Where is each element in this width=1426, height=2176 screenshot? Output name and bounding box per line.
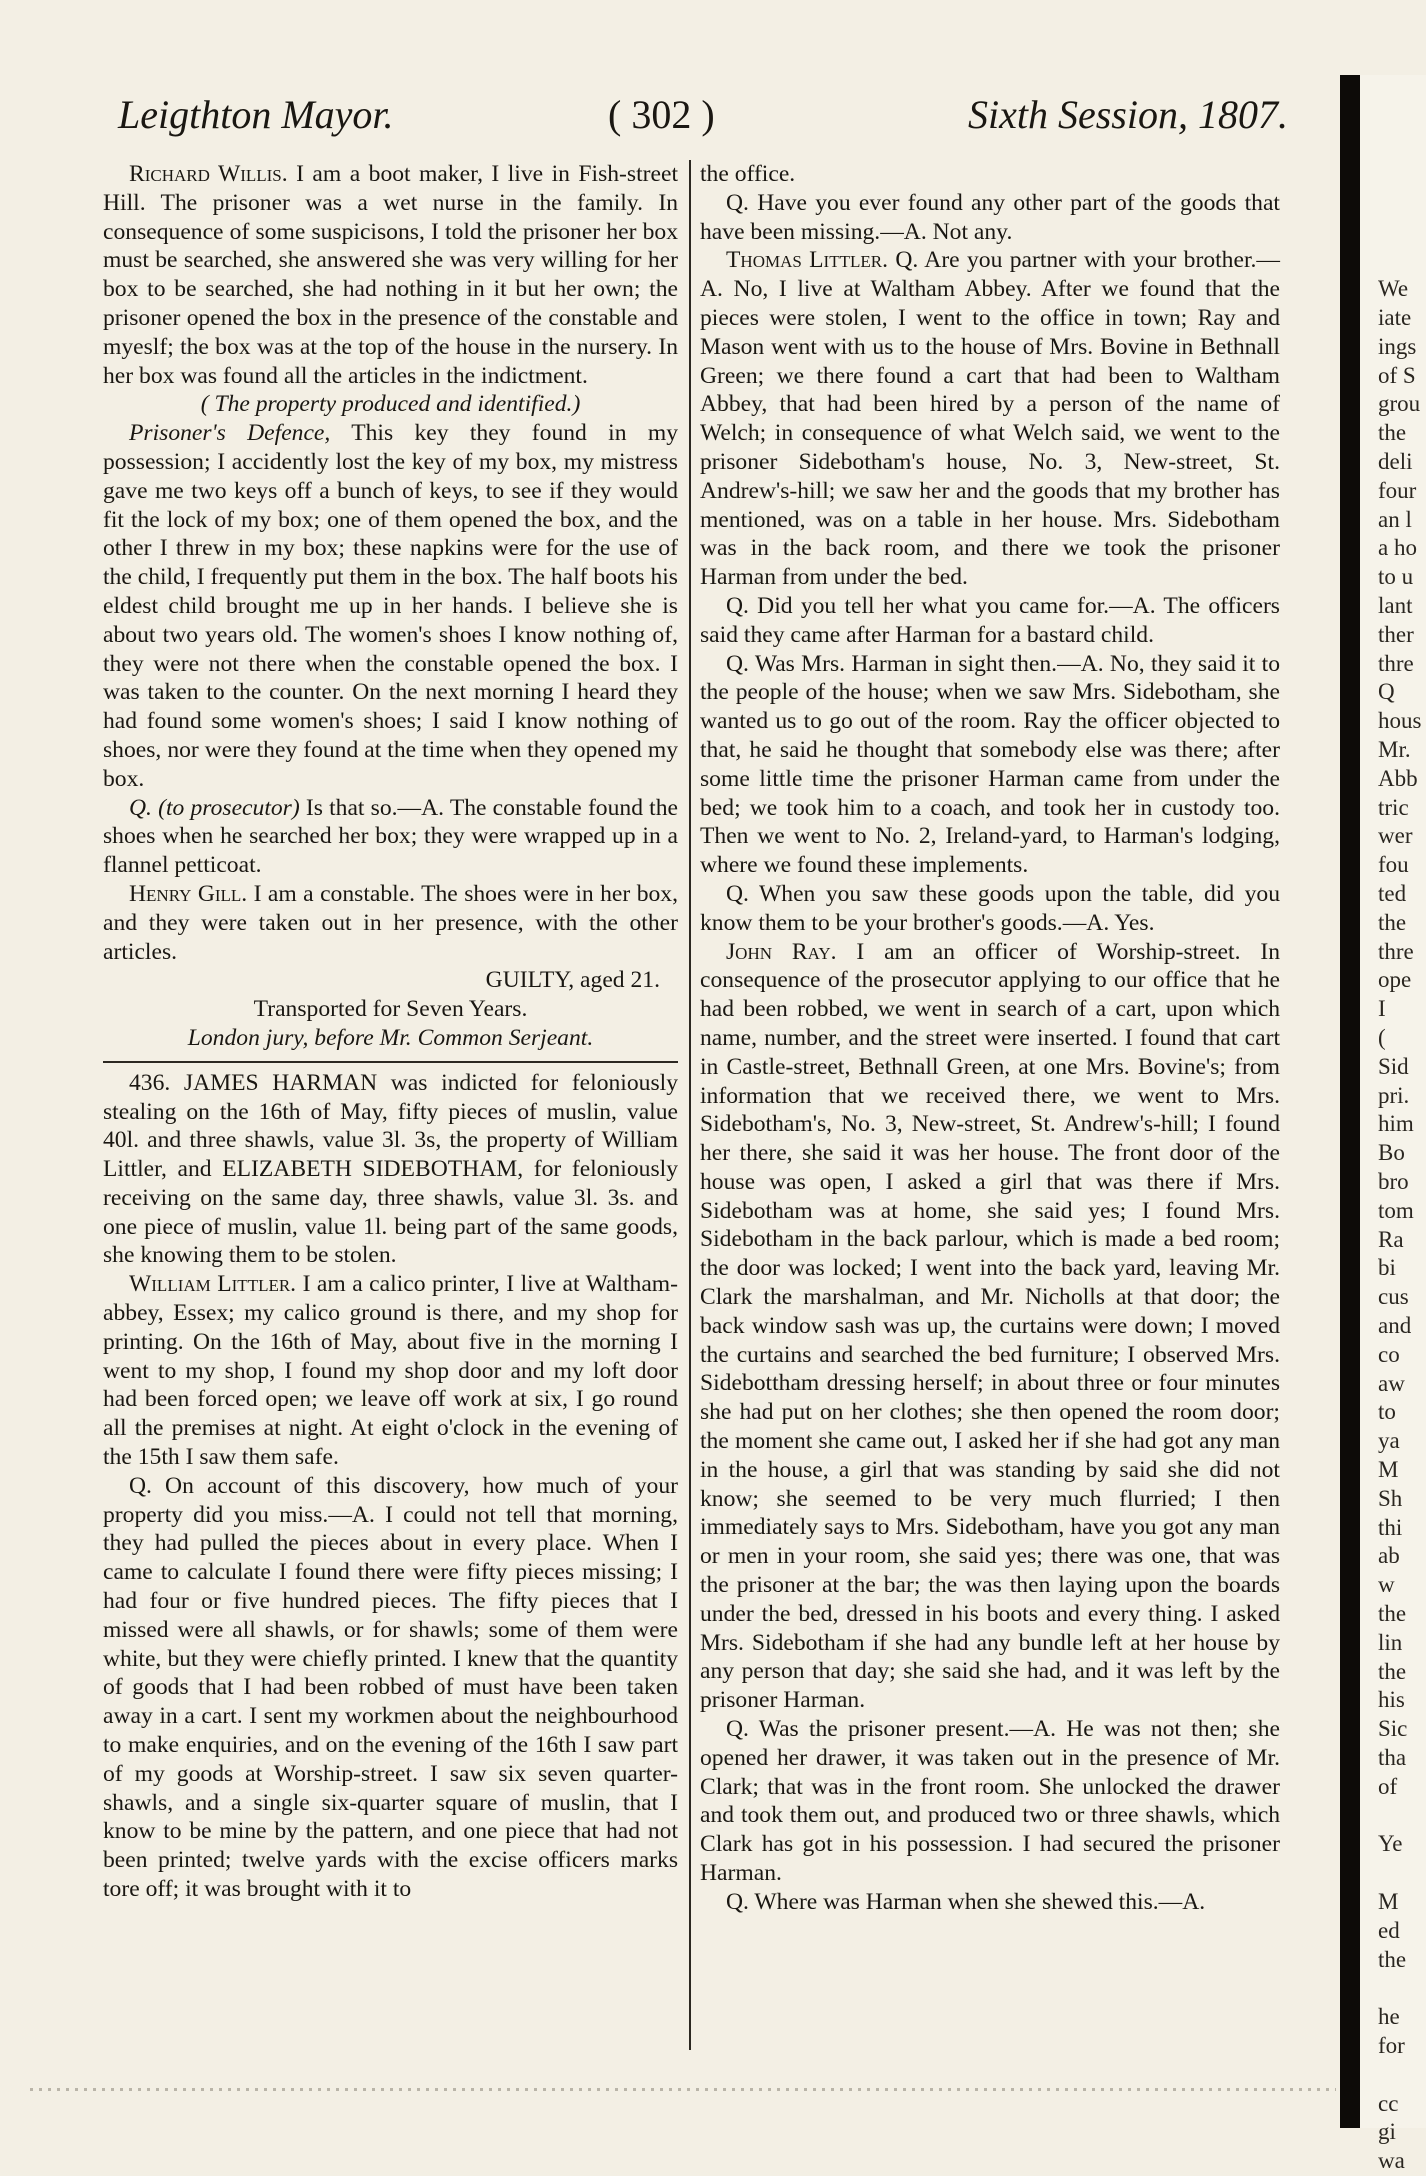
next-page-fragment: Sid — [1378, 1053, 1409, 1079]
testimony-text: I am a boot maker, I live in Fish-street Hill. The prisoner was a wet nurse in the family. In consequence of some suspicisons, I told the prisoner her box must be searched, she answered she was very willing for her box to be searched, she had nothing in it but her own; the prisoner opened the box in the presence of the constable and myeslf; the box was at the top of the house in the nursery. In her box was found all the articles in the indictment. — [103, 161, 678, 389]
question-to-prosecutor — [103, 794, 678, 880]
next-page-fragment: aw — [1378, 1370, 1405, 1396]
column-divider — [689, 160, 691, 2050]
q-text: Is that so.—A. The constable found the shoes when he searched her box; they were wrapped up in a flannel petticoat. — [103, 794, 678, 879]
next-page-fragment: bro — [1378, 1169, 1409, 1194]
next-page-fragment: deli — [1378, 449, 1413, 474]
next-page-fragment: M — [1378, 1457, 1399, 1482]
right-column — [700, 160, 1280, 1917]
next-page-fragment: Ye — [1378, 1831, 1403, 1857]
testimony-text: I am an officer of Worship-street. In consequence of the prosecutor applying to our office that he had been robbed, we went in search of a cart, upon which name, number, and the street were inserted. I found that cart in Castle-street, Bethnall Green, at one Mrs. Bovine's; from information that we received there, we went to Mrs. Sidebotham's, No. 3, New-street, St. Andrew's-hill; I found her there, she said it was her house. The front door of the house was open, I asked a girl that was there if Mrs. Sidebotham was at home, she said yes; I found Mrs. Sidebotham in the back parlour, which is made a bed room; the door was locked; I went into the back yard, leaving Mr. Clark the marshalman, and Mr. Nicholls at that door; the back window sash was up, the curtains were down; I moved the curtains and searched the bed furniture; I observed Mrs. Sidebottham dressing herself; in about three or four minutes she had put on her clothes; she then opened the room door; the moment she came out, I asked her if she had got any man in the house, a girl that was standing by said she did not know; she seemed to be very much flurried; I then immediately says to Mrs. Sidebotham, have you got any man or men in your room, she said yes; there was one, that was the prisoner at the bar; the was then laying upon the boards under the bed, dressed in his boots and every thing. I asked Mrs. Sidebotham if she had any bundle left at her house by any person that day; she said she had, and it was left by the prisoner Harman. — [700, 938, 1280, 1714]
jury-note: London jury, before Mr. Common Serjeant. — [187, 1024, 594, 1051]
property-produced-note: ( The property produced and identified.) — [200, 391, 581, 418]
next-page-fragment: cc — [1378, 2090, 1399, 2116]
testimony-richard-willis — [103, 160, 678, 390]
defence-label: Prisoner's Defence, — [129, 420, 331, 447]
next-page-fragment: Q — [1378, 679, 1395, 705]
next-page-fragment: iate — [1378, 305, 1412, 330]
prisoners-defence — [103, 419, 678, 793]
question-answer: Q. On account of this discovery, how much of your property did you miss.—A. I could not tell that morning, they had pulled the pieces about in every place. When I came to calculate I found there were fifty pieces missing; I had four or five hundred pieces. The fifty pieces that I missed were all shawls, or for shawls; some of them were white, but they were chiefly printed. I knew that the quantity of goods that I had been robbed of must have been taken away in a cart. I sent my workmen about the neighbourhood to make enquiries, and on the evening of the 16th I saw part of my goods at Worship-street. I saw six seven quarter-shawls, and a single six-quarter square of muslin, that I know to be mine by the pattern, and one piece that had not been printed; twelve yards with the excise officers marks tore off; it was brought with it to — [103, 1472, 678, 1903]
question-answer: Q. Where was Harman when she shewed this.—A. — [726, 1888, 1206, 1915]
next-page-fragment: ya — [1378, 1428, 1400, 1454]
q-label: Q. — [129, 794, 152, 821]
next-page-fragment: ( — [1378, 1025, 1386, 1050]
testimony-john-ray — [700, 938, 1280, 1716]
witness-name: Thomas Littler. — [726, 247, 888, 274]
next-page-fragment: w — [1378, 1572, 1395, 1598]
page-gutter-shadow — [1340, 75, 1360, 2128]
verdict: GUILTY, aged 21. — [485, 967, 660, 994]
question-answer: Q. When you saw these goods upon the table, did you know them to be your brother's goods.—A. Yes. — [700, 880, 1280, 936]
next-page-fragment: Abb — [1378, 765, 1418, 791]
next-page-fragment: co — [1378, 1341, 1400, 1367]
next-page-fragment: lant — [1378, 593, 1413, 618]
next-page-fragment: four — [1378, 477, 1417, 503]
next-page-fragment: ings — [1378, 333, 1417, 359]
q-parenthetical: (to prosecutor) — [151, 794, 300, 821]
next-page-fragment: wer — [1378, 823, 1413, 849]
next-page-fragment: wa — [1378, 2148, 1405, 2174]
next-page-fragment: ope — [1378, 967, 1412, 993]
next-page-fragment: thi — [1378, 1514, 1403, 1540]
next-page-fragment: of — [1378, 1773, 1398, 1799]
continued-text: the office. — [700, 161, 796, 187]
next-page-fragment: grou — [1378, 391, 1421, 417]
next-page-fragment: he — [1378, 2004, 1400, 2030]
testimony-william-littler — [103, 1270, 678, 1472]
page-number: ( 302 ) — [608, 92, 715, 137]
next-page-fragment: tric — [1378, 794, 1409, 820]
next-page-fragment: ther — [1378, 621, 1414, 647]
next-page-fragment: tha — [1378, 1745, 1407, 1770]
next-page-fragment: bi — [1378, 1255, 1396, 1281]
next-page-fragment: hous — [1378, 708, 1422, 734]
question-answer: Q. Did you tell her what you came for.—A. The officers said they came after Harman for a bastard child. — [700, 592, 1280, 648]
next-page-fragment: to u — [1378, 564, 1414, 590]
next-page-fragment: the — [1378, 1946, 1407, 1972]
witness-name: William Littler. — [129, 1271, 297, 1298]
next-page-fragment: tom — [1378, 1197, 1414, 1223]
next-page-fragment: pri. — [1378, 1082, 1410, 1108]
next-page-fragment: Bo — [1378, 1140, 1405, 1166]
running-head-left: Leigthton Mayor. — [118, 92, 394, 137]
next-page-fragment: him — [1378, 1111, 1414, 1137]
next-page-fragment: thre — [1378, 650, 1414, 676]
question-answer: Q. Was the prisoner present.—A. He was not then; she opened her drawer, it was taken out in the presence of Mr. Clark; that was in the front room. She unlocked the drawer and took them out, and produced two or three shawls, which Clark has got in his possession. I had secured the prisoner Harman. — [700, 1716, 1280, 1887]
next-page-fragment: cus — [1378, 1284, 1409, 1310]
next-page-fragment: the — [1378, 1658, 1407, 1684]
next-page-fragment: Ra — [1378, 1226, 1404, 1252]
next-page-fragment: We — [1378, 276, 1409, 302]
next-page-fragment: the — [1378, 420, 1407, 446]
question-answer: Q. Was Mrs. Harman in sight then.—A. No, they said it to the people of the house; when we saw Mrs. Sidebotham, she wanted us to go out of the room. Ray the officer objected to that, he said he thought that somebody else was there; after some little time the prisoner Harman came from under the bed; we took him to a coach, and took her in custody too. Then we went to No. 2, Ireland-yard, to Harman's lodging, where we found these implements. — [700, 650, 1280, 879]
next-page-fragment: the — [1378, 909, 1407, 935]
sentence: Transported for Seven Years. — [253, 996, 528, 1023]
next-page-fragment: the — [1378, 1601, 1407, 1626]
next-page-fragment: thre — [1378, 938, 1414, 964]
next-page-fragment: M — [1378, 1889, 1399, 1914]
next-page-fragment: to — [1378, 1399, 1396, 1425]
next-page-fragment: fou — [1378, 852, 1409, 878]
page-edge-specks — [30, 2088, 1336, 2091]
testimony-henry-gill — [103, 880, 678, 966]
question-answer: Q. Have you ever found any other part of the goods that have been missing.—A. Not any. — [700, 189, 1280, 245]
next-page-fragment: of S — [1378, 362, 1416, 388]
next-page-fragment: a ho — [1378, 535, 1417, 561]
defence-text: This key they found in my possession; I accidently lost the key of my box, my mistress gave me two keys off a bunch of keys, to see if they would fit the lock of my box; one of them opened the box, and the other I threw in my box; these napkins were for the use of the child, I frequently put them in the box. The half boots his eldest child brought me up in her hands. I believe she is about two years old. The women's shoes I know nothing of, they were not there when the constable opened the box. I was taken to the counter. On the next morning I heard they had found some women's shoes; I said I know nothing of shoes, nor were they found at the time when they opened my box. — [103, 420, 678, 792]
next-page-fragment: I — [1378, 996, 1386, 1022]
next-page-fragment: his — [1378, 1687, 1405, 1713]
testimony-text: I am a constable. The shoes were in her box, and they were taken out in her presence, with the other articles. — [103, 880, 678, 965]
running-head-right: Sixth Session, 1807. — [968, 92, 1288, 137]
next-page-fragment: gi — [1378, 2119, 1396, 2145]
next-page-fragment: Sh — [1378, 1485, 1403, 1511]
witness-name: John Ray. — [726, 938, 837, 965]
next-page-fragment: ted — [1378, 881, 1407, 906]
witness-name: Richard Willis. — [129, 161, 288, 187]
next-page-fragment: for — [1378, 2033, 1405, 2058]
next-page-fragment: and — [1378, 1313, 1412, 1338]
next-page-fragment: lin — [1378, 1629, 1403, 1655]
witness-name: Henry Gill. — [129, 880, 248, 907]
left-column — [103, 160, 678, 1904]
testimony-text: Q. Are you partner with your brother.—A. No, I live at Waltham Abbey. After we found that the pieces were stolen, I went to the office in town; Ray and Mason went with us to the house of Mrs. Bovine in Bethnall Green; we there found a cart that had been to Waltham Abbey, that had been hired by a person of the name of Welch; in consequence of what Welch said, we went to the prisoner Sidebotham's house, No. 3, New-street, St. Andrew's-hill; we saw her and the goods that my brother has mentioned, was on a table in her house. Mrs. Sidebotham was in the back room, and there we took the prisoner Harman from under the bed. — [700, 247, 1280, 591]
case-indictment: 436. JAMES HARMAN was indicted for feloniously stealing on the 16th of May, fifty pieces of muslin, value 40l. and three shawls, value 3l. 3s, the property of William Littler, and ELIZABETH SIDEBOTHAM, for feloniously receiving on the same day, three shawls, value 3l. 3s. and one piece of muslin, value 1l. being part of the same goods, she knowing them to be stolen. — [103, 1069, 678, 1269]
next-page-fragment: ed — [1378, 1917, 1400, 1943]
next-page-fragment: ab — [1378, 1543, 1400, 1569]
next-page-fragment: Mr. — [1378, 737, 1411, 762]
next-page-fragment: an l — [1378, 506, 1412, 532]
testimony-thomas-littler — [700, 246, 1280, 592]
testimony-text: I am a calico printer, I live at Waltham-abbey, Essex; my calico ground is there, and my shop for printing. On the 16th of May, about five in the morning I went to my shop, I found my shop door and my loft door had been forced open; we leave off work at six, I go round all the premises at night. At eight o'clock in the evening of the 15th I saw them safe. — [103, 1271, 679, 1471]
case-divider — [103, 1061, 678, 1063]
next-page-fragment: Sic — [1378, 1716, 1408, 1742]
